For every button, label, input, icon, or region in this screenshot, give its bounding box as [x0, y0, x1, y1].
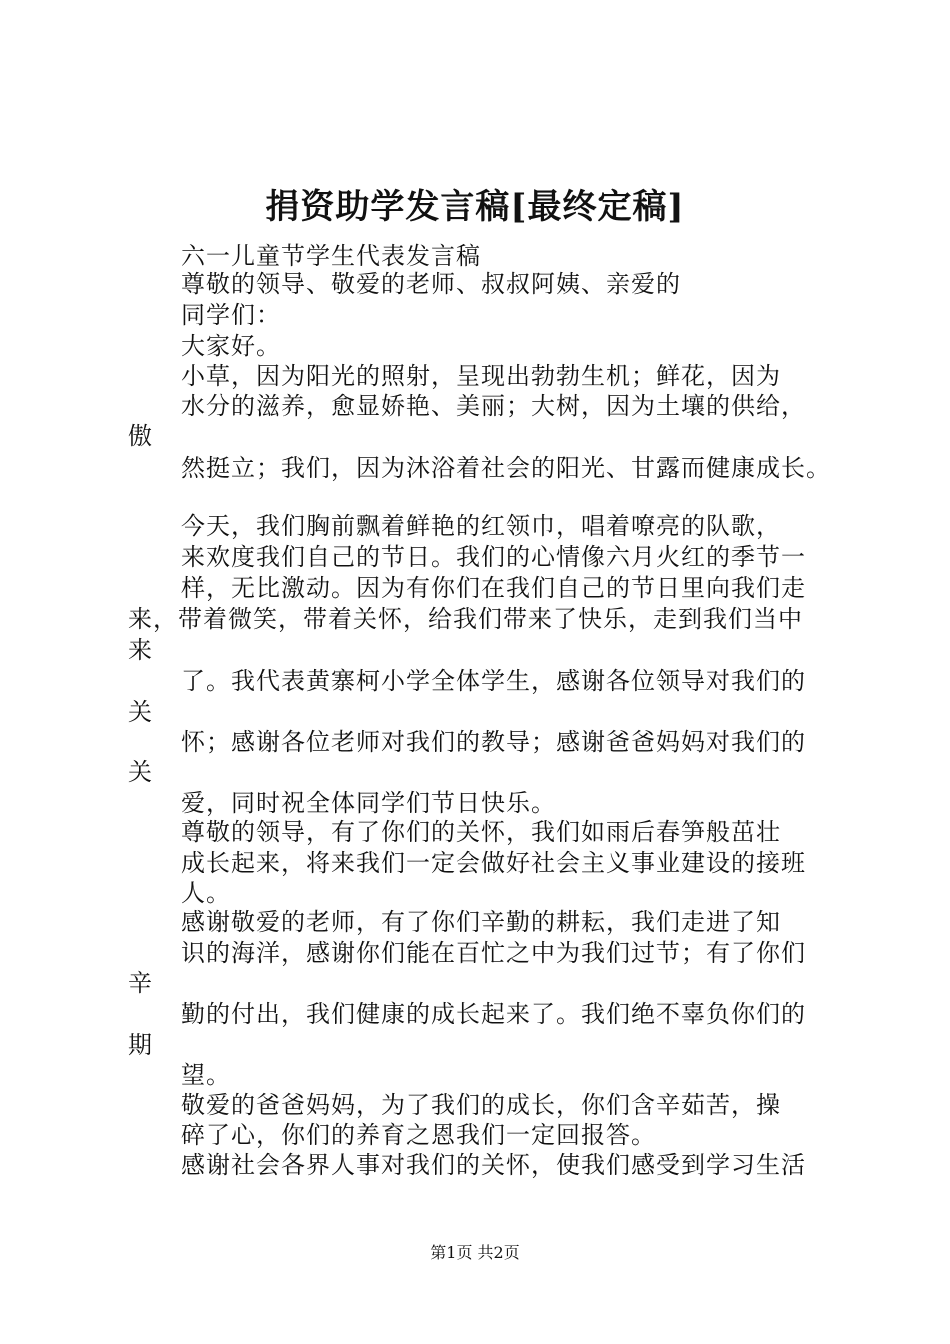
document-title: 捐资助学发言稿[最终定稿] — [265, 187, 685, 227]
body-line: 爱，同时祝全体同学们节日快乐。 — [181, 789, 556, 817]
body-line: 勤的付出，我们健康的成长起来了。我们绝不辜负你们的 — [181, 1000, 806, 1028]
body-line: 尊敬的领导，有了你们的关怀，我们如雨后春笋般茁壮 — [181, 818, 781, 846]
body-line: 同学们： — [181, 301, 281, 329]
body-line: 傲 — [128, 422, 153, 450]
body-line: 来欢度我们自己的节日。我们的心情像六月火红的季节一 — [181, 543, 806, 571]
body-line: 成长起来，将来我们一定会做好社会主义事业建设的接班 — [181, 849, 806, 877]
body-line: 识的海洋，感谢你们能在百忙之中为我们过节；有了你们 — [181, 939, 806, 967]
body-line: 了。我代表黄寨柯小学全体学生，感谢各位领导对我们的 — [181, 667, 806, 695]
body-line: 怀；感谢各位老师对我们的教导；感谢爸爸妈妈对我们的 — [181, 728, 806, 756]
body-line: 辛 — [128, 969, 153, 997]
body-line: 水分的滋养，愈显娇艳、美丽；大树，因为土壤的供给， — [181, 392, 806, 420]
body-line: 今天，我们胸前飘着鲜艳的红领巾，唱着嘹亮的队歌， — [181, 512, 781, 540]
body-line: 敬爱的爸爸妈妈，为了我们的成长，你们含辛茹苦，操 — [181, 1091, 781, 1119]
body-line: 尊敬的领导、敬爱的老师、叔叔阿姨、亲爱的 — [181, 270, 681, 298]
body-line: 样，无比激动。因为有你们在我们自己的节日里向我们走 — [181, 574, 806, 602]
body-line: 望。 — [181, 1061, 231, 1089]
body-line: 感谢社会各界人事对我们的关怀，使我们感受到学习生活 — [181, 1151, 806, 1179]
body-line: 大家好。 — [181, 332, 281, 360]
body-line: 人。 — [181, 879, 231, 907]
body-line: 碎了心，你们的养育之恩我们一定回报答。 — [181, 1121, 656, 1149]
body-line: 然挺立；我们，因为沐浴着社会的阳光、甘露而健康成长。 — [181, 454, 831, 482]
body-line: 关 — [128, 698, 153, 726]
body-line: 关 — [128, 758, 153, 786]
body-line: 小草，因为阳光的照射，呈现出勃勃生机；鲜花，因为 — [181, 362, 781, 390]
page-footer: 第1页 共2页 — [430, 1243, 520, 1262]
body-line: 来，带着微笑，带着关怀，给我们带来了快乐，走到我们当中 — [128, 605, 803, 633]
body-line: 来 — [128, 636, 153, 664]
body-line: 六一儿童节学生代表发言稿 — [181, 242, 481, 270]
body-line: 感谢敬爱的老师，有了你们辛勤的耕耘，我们走进了知 — [181, 908, 781, 936]
body-line: 期 — [128, 1031, 153, 1059]
